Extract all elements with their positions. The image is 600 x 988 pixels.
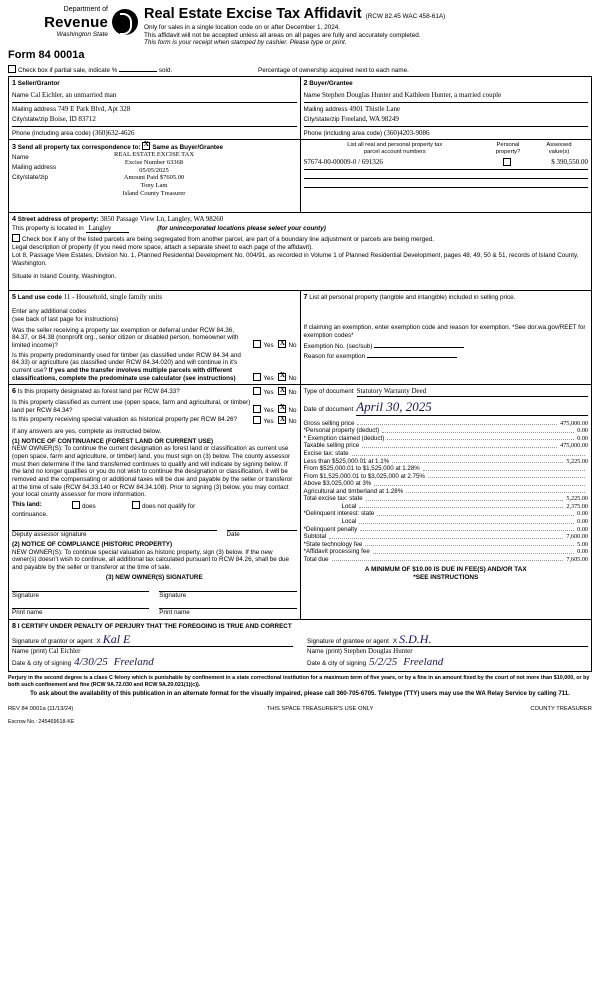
subtitle-3: This form is your receipt when stamped by cashier. Please type or print. <box>144 39 347 47</box>
seller-mailing-address[interactable]: 749 E Park Blvd, Apt 328 <box>57 104 131 113</box>
calc-row <box>304 442 589 450</box>
subtitle-1: Only for sales in a single location code on or after December 1, 2024. <box>144 23 341 31</box>
calc-label: *Delinquent penalty <box>303 525 358 533</box>
grantor-date-label: Date & city of signing <box>12 659 72 667</box>
stamp-line-3: 05/05/2025 <box>139 166 169 174</box>
grantor-city[interactable]: Freeland <box>113 655 154 668</box>
new-owner-print2-label: Print name <box>159 609 190 617</box>
calc-row <box>304 510 589 518</box>
buyer-name[interactable]: Stephen Douglas Hunter and Kathleen Hunter, a married couple <box>322 90 502 99</box>
calc-row <box>304 541 589 549</box>
q2-no-label: No <box>288 374 297 382</box>
legal-description-label: Legal description of property (if you need more space, attach a separate sheet to each page of the affidavit). <box>12 243 313 251</box>
does-not-qualify-checkbox[interactable] <box>132 501 140 509</box>
calc-value[interactable]: 475,000.00 <box>560 442 588 450</box>
state-seal-icon <box>112 9 138 35</box>
calc-row <box>304 488 589 496</box>
q2-no-checkbox[interactable] <box>278 373 286 381</box>
doc-type-value[interactable]: Statutory Warranty Deed <box>357 387 588 397</box>
calc-label: From $1,525,000.01 to $3,025,000 at 2.75% <box>303 472 425 480</box>
buyer-mailing-label: Mailing address <box>303 105 348 113</box>
grantee-signature[interactable]: S.D.H. <box>399 631 432 646</box>
treasurer-stamp <box>79 151 229 199</box>
new-owner-signature-title: (3) NEW OWNER(S) SIGNATURE <box>105 573 203 581</box>
calc-value[interactable]: 0.00 <box>577 525 588 533</box>
street-address-label: Street address of property: <box>17 215 99 223</box>
escrow-number: Escrow No.: 245469618-KE <box>8 718 75 725</box>
compliance-title: (2) NOTICE OF COMPLIANCE (HISTORIC PROPERTY) <box>12 541 173 549</box>
page-title: Real Estate Excise Tax Affidavit <box>144 6 362 22</box>
segregated-checkbox[interactable] <box>12 234 20 242</box>
doc-type-label: Type of document <box>303 388 354 396</box>
state-label: Washington State <box>56 31 108 39</box>
certification-section <box>8 620 592 672</box>
stamp-line-4: Amount Paid $7605.00 <box>123 174 185 182</box>
grantor-print-name[interactable]: Cal Eichler <box>48 647 81 656</box>
historic-question: Is this property receiving special valuation as historical property per RCW 84.26? <box>12 416 238 424</box>
section7-heading: List all personal property (tangible and intangible) included in selling price. <box>309 294 516 302</box>
rcw-reference: (RCW 82.45 WAC 458-61A) <box>365 13 446 20</box>
seller-city-state-zip[interactable]: Boise, ID 83712 <box>49 115 96 124</box>
revision-number: REV 84 0001a (11/13/24) <box>8 705 74 712</box>
continuance-and-calculation-section <box>8 385 592 619</box>
property-description-section <box>8 213 592 292</box>
section4-number: 4 <box>12 213 16 223</box>
calc-row <box>304 458 589 466</box>
s6q2-yes-label: Yes <box>263 406 274 414</box>
s6q3-no-label: No <box>288 418 297 426</box>
form-number: Form 84 0001a <box>8 49 85 62</box>
same-as-buyer-label: Same as Buyer/Grantee <box>152 143 224 151</box>
additional-codes-label: Enter any additional codes <box>12 308 87 316</box>
exemption-claim-note: If claiming an exemption, enter exemption code and reason for exemption. *See dor.wa.gov/REET for exemption codes* <box>303 324 586 339</box>
treasurer-use-label: THIS SPACE TREASURER'S USE ONLY <box>266 705 374 712</box>
buyer-city-state-zip[interactable]: Freeland, WA 98249 <box>341 115 399 124</box>
calc-label: Total excise tax: state <box>303 495 363 503</box>
calc-label: Local <box>341 502 357 510</box>
calc-label: Excise tax: state <box>303 449 349 457</box>
calc-value[interactable]: 0.00 <box>577 518 588 526</box>
grantor-print-label: Name (print) <box>12 648 47 656</box>
calc-value[interactable]: 0.00 <box>577 548 588 556</box>
does-label: does <box>82 503 96 511</box>
grantor-signature-label: Signature of grantor or agent <box>12 637 93 645</box>
assessed-col-header: Assessed value(s) <box>546 141 572 155</box>
calc-label: *Personal property (deduct) <box>303 427 380 435</box>
seller-csz-label: City/state/zip <box>12 116 49 124</box>
exemption-no-value[interactable] <box>374 347 464 348</box>
current-use-question: Is this property classified as current use (open space, farm and agricultural, or timber) land per RCW 84.34? <box>12 398 251 414</box>
does-qualify-checkbox[interactable] <box>72 501 80 509</box>
s6q2-no-checkbox[interactable] <box>278 405 286 413</box>
grantor-signature[interactable]: Kal E <box>102 631 131 646</box>
buyer-csz-label: City/state/zip <box>303 116 340 124</box>
legal-description-text: Lot 8, Passage View Estates, Division No. 1, Planned Residential Development No. 004/91, as recorded in Volume 1 of Planned Residential Development, pages 48, 49, 50 & 51, records of Island County, Washington. <box>12 252 579 268</box>
section6-note: If any answers are yes, complete as instructed below. <box>12 428 162 435</box>
calc-value[interactable]: 0.00 <box>577 427 588 435</box>
q2-yes-checkbox[interactable] <box>253 373 261 381</box>
stamp-line-5: Tony Lam <box>140 182 168 190</box>
calc-label: Local <box>341 518 357 526</box>
s6q2-yes-checkbox[interactable] <box>253 405 261 413</box>
stamp-line-6: Island County Treasurer <box>122 190 186 198</box>
exemption-reason-value[interactable] <box>367 357 457 358</box>
calc-label: Taxable selling price <box>303 442 360 450</box>
calc-row <box>304 480 589 488</box>
seller-heading: Seller/Grantor <box>17 80 60 88</box>
perjury-notice: Perjury in the second degree is a class C felony which is punishable by confinement in a state correctional institution for a maximum term of five years, or by a fine in an amount fixed by the court of not more than $10,000, or by both such confinement and fine (RCW 9A.72.030 and RCW 9A.20.021(1)(c)). <box>8 675 590 688</box>
new-owner-sig1-label: Signature <box>12 592 39 600</box>
forest-land-question: Is this property designated as forest land per RCW 84.33? <box>17 388 180 396</box>
calc-row <box>304 518 589 526</box>
section6-number: 6 <box>12 386 16 396</box>
calc-label: From $525,000.01 to $1,525,000 at 1.28% <box>303 465 420 473</box>
seller-name-label: Name <box>12 91 29 99</box>
parcel-col-header: List all real and personal property tax parcel account numbers <box>347 141 443 155</box>
minimum-due-note: A MINIMUM OF $10.00 IS DUE IN FEE(S) AND/OR TAX <box>364 566 527 574</box>
q2-yes-label: Yes <box>263 374 274 382</box>
calc-value[interactable]: 2,375.00 <box>566 502 588 510</box>
parties-section <box>8 76 592 139</box>
section7-number: 7 <box>303 292 308 302</box>
calc-value[interactable]: 7,605.00 <box>566 555 588 563</box>
calc-label: * Exemption claimed (deduct) <box>303 434 385 442</box>
partial-sale-label: Check box if partial sale, indicate % <box>18 66 118 74</box>
land-use-code-label: Land use code <box>17 294 62 302</box>
exemption-question: Was the seller receiving a property tax exemption or deferral under RCW 84.36, 84.37, or 84.38 (nonprofit org., senior citizen or disabled person, homeowner with limited income)? <box>12 326 239 349</box>
q1-yes-checkbox[interactable] <box>253 340 261 348</box>
property-street-address[interactable]: 3850 Passage View Ln, Langley, WA 98260 <box>100 214 224 223</box>
s6q1-no-label: No <box>288 389 297 397</box>
ownership-note: Percentage of ownership acquired next to each name. <box>258 66 409 74</box>
use-and-personal-property-section <box>8 291 592 385</box>
calc-row <box>304 526 589 534</box>
same-as-buyer-checkbox[interactable] <box>142 142 150 150</box>
grantee-date-label: Date & city of signing <box>307 659 367 667</box>
calc-value[interactable]: 0.00 <box>577 434 588 442</box>
buyer-phone[interactable]: (360)4203-9086 <box>384 129 430 137</box>
grantee-signature-label: Signature of grantee or agent <box>307 637 389 645</box>
parcel-number[interactable]: S7674-00-00009-0 / 691326 <box>303 157 383 166</box>
certification-heading: I CERTIFY UNDER PENALTY OF PERJURY THAT THE FOREGOING IS TRUE AND CORRECT <box>17 622 292 630</box>
grantee-city[interactable]: Freeland <box>403 655 444 668</box>
calc-row <box>304 420 589 428</box>
calc-value[interactable]: 475,000.00 <box>560 419 588 427</box>
calc-value[interactable]: 5,225.00 <box>566 495 588 503</box>
timber-question: Is this property predominantly used for timber (as classified under RCW 84.34 and 84.33) or agriculture (as classified under RCW 84.34.020) and will continue in it's current use? <box>12 351 241 374</box>
calc-label: Gross selling price <box>303 419 355 427</box>
calc-row <box>304 427 589 435</box>
new-owner-sig2-label: Signature <box>159 592 187 600</box>
timber-question-bold: If yes and the transfer involves multiple parcels with different classifications, complete the predominate use calculator (see instructions) <box>12 366 236 382</box>
calc-value[interactable]: 5,225.00 <box>566 457 588 465</box>
calc-row <box>304 533 589 541</box>
section8-number: 8 <box>12 620 16 630</box>
located-in-label: This property is located in <box>12 225 84 233</box>
grantor-date[interactable]: 4/30/25 <box>74 655 108 668</box>
partial-sale-checkbox[interactable] <box>8 65 16 73</box>
grantee-sig-x: X <box>392 637 398 645</box>
buyer-mailing-address[interactable]: 4901 Thistle Lane <box>349 104 401 113</box>
grantee-print-label: Name (print) <box>307 648 342 656</box>
calc-row <box>304 556 589 564</box>
calc-label: Total due <box>303 555 329 563</box>
unincorporated-note: (for unincorporated locations please select your county) <box>157 225 326 233</box>
subtitle-2: This affidavit will not be accepted unless all areas on all pages are fully and accurately completed. <box>144 31 421 39</box>
corr-mailing-label: Mailing address <box>12 164 57 172</box>
s6q3-no-checkbox[interactable] <box>278 416 286 424</box>
this-land-label: This land: <box>12 501 42 509</box>
seller-phone-label: Phone (including area code) <box>12 130 91 137</box>
partial-sale-percent[interactable] <box>119 71 157 72</box>
s6q1-yes-label: Yes <box>263 389 274 397</box>
county-treasurer-label: COUNTY TREASURER <box>530 705 592 712</box>
s6q1-yes-checkbox[interactable] <box>253 387 261 395</box>
section3-heading: Send all property tax correspondence to: <box>17 143 141 151</box>
assessed-value[interactable]: $ 390,550.00 <box>551 157 588 166</box>
grantor-sig-x: X <box>96 637 101 645</box>
see-back-note: (see back of last page for instructions) <box>12 315 119 323</box>
personal-col-header: Personal property? <box>495 141 521 155</box>
seller-section-number: 1 <box>12 78 16 88</box>
s6q2-no-label: No <box>288 406 297 414</box>
corr-name-label: Name <box>12 154 29 162</box>
dept-label: Department of <box>63 6 108 13</box>
q1-yes-label: Yes <box>263 341 274 349</box>
see-instructions-note: *SEE INSTRUCTIONS <box>413 574 479 582</box>
doc-date-value[interactable]: April 30, 2025 <box>356 399 588 416</box>
compliance-text: NEW OWNER(S): To continue special valuation as historic property, sign (3) below. If the new owner(s) doesn't wish to continue, all additional tax calculated pursuant to RCW 84.26, shall be due and payable by the seller or transferor at the time of sale. <box>12 548 290 572</box>
section5-number: 5 <box>12 292 16 302</box>
document-header <box>8 6 592 47</box>
correspondence-section <box>8 140 592 213</box>
calc-label: Less than $525,000.01 at 1.1% <box>303 457 390 465</box>
section3-number: 3 <box>12 141 16 151</box>
seller-phone[interactable]: (360)632-4626 <box>92 129 135 137</box>
calc-label: Above $3,025,000 at 3% <box>303 480 372 488</box>
exemption-reason-label: Reason for exemption <box>303 353 366 361</box>
deputy-assessor-label: Deputy assessor signature <box>12 531 87 539</box>
calc-row <box>304 473 589 481</box>
grantee-date[interactable]: 5/2/25 <box>369 655 398 668</box>
availability-notice: To ask about the availability of this publication in an alternate format for the visually impaired, please call 360-705-6705. Teletype (TTY) users may use the WA Relay Service by calling 711. <box>30 690 570 698</box>
calc-label: Agricultural and timberland at 1.28% <box>303 487 404 495</box>
q1-no-label: No <box>288 341 297 349</box>
buyer-phone-label: Phone (including area code) <box>303 130 383 137</box>
calc-row <box>304 450 589 458</box>
s6q1-no-checkbox[interactable] <box>278 387 286 395</box>
q1-no-checkbox[interactable] <box>278 340 286 348</box>
calc-row <box>304 548 589 556</box>
calc-row <box>304 465 589 473</box>
dor-logo <box>8 6 138 39</box>
buyer-heading: Buyer/Grantee <box>309 80 353 88</box>
stamp-line-2: Excise Number 63368 <box>124 158 184 166</box>
seller-name[interactable]: Cal Eichler, an unmarried man <box>30 90 117 99</box>
personal-property-checkbox[interactable] <box>503 158 511 166</box>
land-use-code-value[interactable]: 11 - Household, single family units <box>63 293 163 302</box>
deputy-date-label: Date <box>226 531 240 539</box>
calc-row <box>304 495 589 503</box>
calc-value[interactable]: 5.00 <box>577 540 588 548</box>
grantee-print-name[interactable]: Stephen Douglas Hunter <box>343 647 413 656</box>
calc-label: *Delinquent interest: state <box>303 510 375 518</box>
calc-label: Subtotal <box>303 533 327 541</box>
calc-value[interactable]: 7,600.00 <box>566 533 588 541</box>
corr-csz-label: City/state/zip <box>12 173 49 181</box>
doc-date-label: Date of document <box>303 405 354 413</box>
s6q3-yes-checkbox[interactable] <box>253 416 261 424</box>
segregated-label: Check box if any of the listed parcels are being segregated from another parcel, are part of a boundary line adjustment or parcels are being merged. <box>22 236 434 244</box>
exemption-no-label: Exemption No. (sec/sub) <box>303 342 373 350</box>
stamp-line-1: REAL ESTATE EXCISE TAX <box>113 150 195 158</box>
continuance-title: (1) NOTICE OF CONTINUANCE (FOREST LAND OR CURRENT USE) <box>12 437 214 445</box>
revenue-label: Revenue <box>44 14 108 32</box>
located-in-value[interactable]: Langley <box>86 224 130 233</box>
continuance-text: NEW OWNER(S): To continue the current designation as forest land or classification as current use (open space, farm and agriculture, or timber) land, you must sign on (3) below. The county assessor must then determine if the land transferred continues to qualify and will indicate by signing below. If the land no longer qualifies or you do not wish to continue the designation or classification, it will be removed and the compensating or additional taxes will be due and payable by the seller or transferor at the time of sale (RCW 84.33.140 or RCW 84.34.108). Prior to signing (3) below, you may contact your local county assessor for more information. <box>12 445 293 499</box>
calc-label: *Affidavit processing fee <box>303 548 370 556</box>
does-not-label: does not qualify for <box>142 503 196 511</box>
new-owner-print1-label: Print name <box>12 609 43 617</box>
s6q3-yes-label: Yes <box>263 418 274 426</box>
seller-mailing-label: Mailing address <box>12 105 57 113</box>
continuance-word: continuance. <box>12 510 48 518</box>
calc-label: *State technology fee <box>303 540 363 548</box>
sold-label: sold. <box>158 66 173 74</box>
calc-value[interactable]: 0.00 <box>577 510 588 518</box>
buyer-name-label: Name <box>303 91 321 99</box>
buyer-section-number: 2 <box>303 78 308 88</box>
calc-row <box>304 435 589 443</box>
calc-row <box>304 503 589 511</box>
situate-text: Situate in Island County, Washington. <box>12 272 117 280</box>
